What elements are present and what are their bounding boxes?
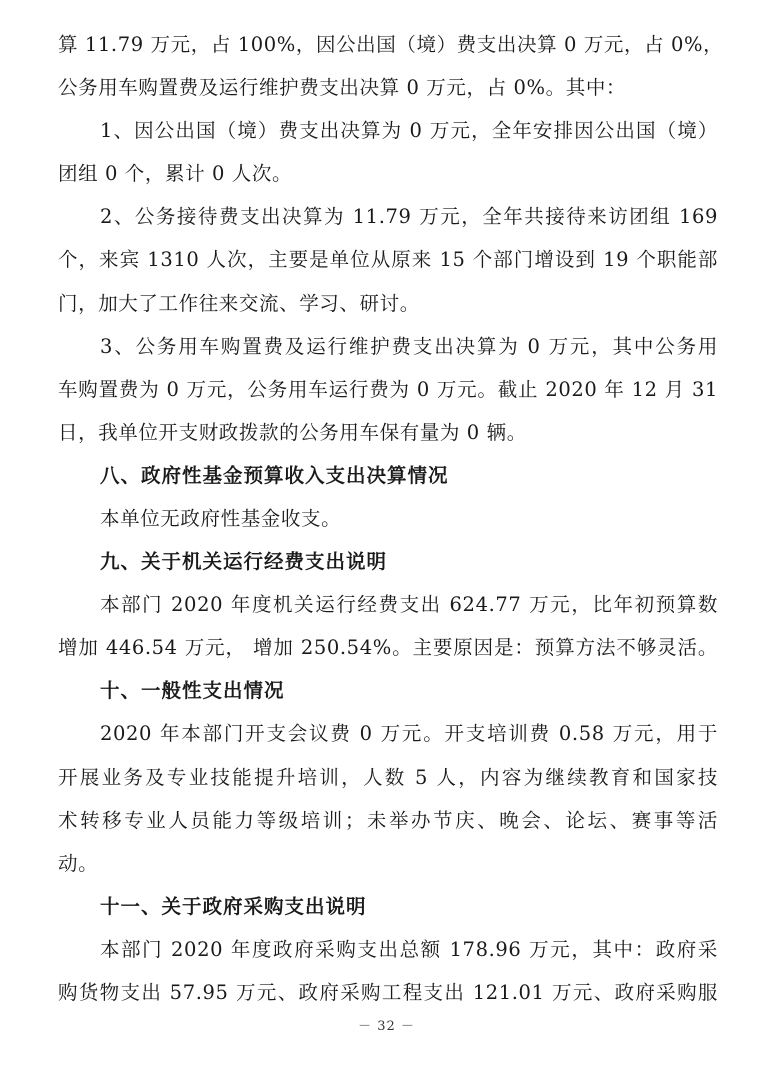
list-item-3-line: 3、公务用车购置费及运行维护费支出决算为 0 万元，其中公务用 [100, 335, 718, 358]
paragraph-line: 开展业务及专业技能提升培训，人数 5 人，内容为继续教育和国家技 [58, 766, 718, 789]
list-item-1-line: 团组 0 个，累计 0 人次。 [58, 162, 293, 185]
paragraph-line: 本单位无政府性基金收支。 [100, 507, 342, 530]
list-item-2-line: 2、公务接待费支出决算为 11.79 万元，全年共接待来访团组 169 [100, 205, 718, 228]
paragraph-line: 2020 年本部门开支会议费 0 万元。开支培训费 0.58 万元，用于 [100, 722, 718, 745]
paragraph-line: 本部门 2020 年度政府采购支出总额 178.96 万元，其中：政府采 [100, 938, 718, 961]
list-item-3-line: 车购置费为 0 万元，公务用车运行费为 0 万元。截止 2020 年 12 月 31 [58, 378, 718, 401]
list-item-3-line: 日，我单位开支财政拨款的公务用车保有量为 0 辆。 [58, 421, 527, 444]
paragraph-line: 增加 446.54 万元， 增加 250.54%。主要原因是：预算方法不够灵活。 [58, 636, 718, 659]
paragraph-line: 购货物支出 57.95 万元、政府采购工程支出 121.01 万元、政府采购服 [58, 981, 718, 1004]
paragraph-line: 公务用车购置费及运行维护费支出决算 0 万元，占 0%。其中： [58, 76, 627, 99]
paragraph-line: 动。 [58, 852, 99, 875]
section-heading-10: 十、一般性支出情况 [100, 679, 285, 702]
section-heading-11: 十一、关于政府采购支出说明 [100, 895, 367, 918]
paragraph-line: 术转移专业人员能力等级培训；未举办节庆、晚会、论坛、赛事等活 [58, 809, 718, 832]
list-item-2-line: 个，来宾 1310 人次，主要是单位从原来 15 个部门增设到 19 个职能部 [58, 248, 718, 271]
list-item-1-line: 1、因公出国（境）费支出决算为 0 万元，全年安排因公出国（境） [100, 119, 718, 142]
paragraph-line: 本部门 2020 年度机关运行经费支出 624.77 万元，比年初预算数 [100, 593, 718, 616]
section-heading-9: 九、关于机关运行经费支出说明 [100, 550, 388, 573]
list-item-2-line: 门，加大了工作往来交流、学习、研讨。 [58, 292, 420, 315]
section-heading-8: 八、政府性基金预算收入支出决算情况 [100, 464, 449, 487]
page-number: － 32 － [358, 1019, 415, 1034]
paragraph-line: 算 11.79 万元，占 100%，因公出国（境）费支出决算 0 万元，占 0%， [58, 33, 724, 56]
